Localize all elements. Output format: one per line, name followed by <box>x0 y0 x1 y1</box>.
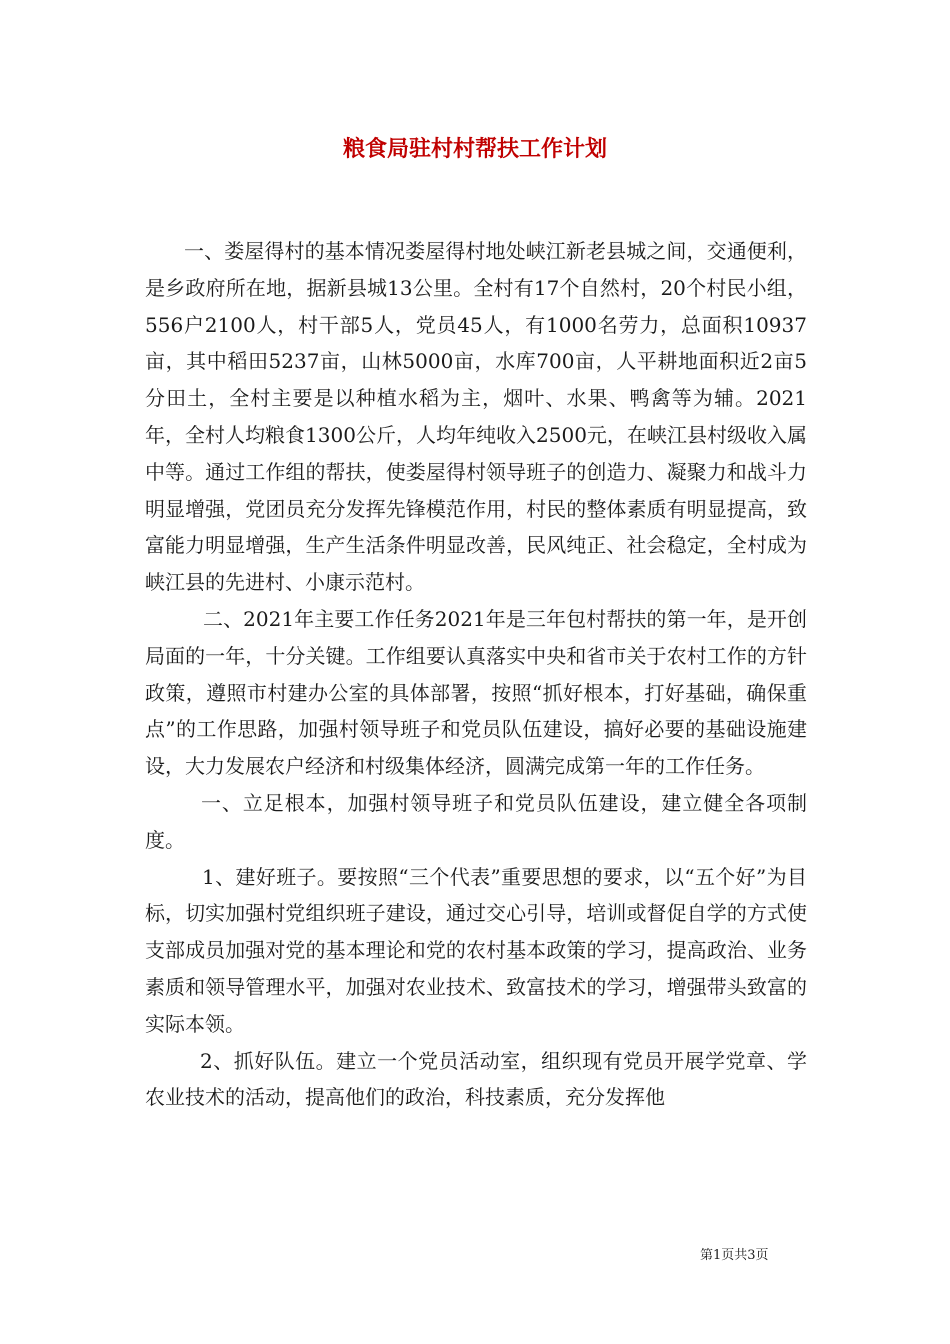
paragraph-build-ranks: 2、抓好队伍。建立一个党员活动室，组织现有党员开展学党章、学农业技术的活动，提高他们的政治，科技素质，充分发挥他 <box>145 1048 807 1110</box>
paragraph-section-one-heading: 一、立足根本，加强村领导班子和党员队伍建设，建立健全各项制度。 <box>145 790 807 852</box>
document-body <box>145 233 807 1116</box>
document-title: 粮食局驻村村帮扶工作计划 <box>342 136 607 162</box>
paragraph-main-tasks: 二、2021年主要工作任务2021年是三年包村帮扶的第一年，是开创局面的一年，十分关键。工作组要认真落实中央和省市关于农村工作的方针政策，遵照市村建办公室的具体部署，按照“抓好根本，打好基础，确保重点”的工作思路，加强村领导班子和党员队伍建设，搞好必要的基础设施建设，大力发展农户经济和村级集体经济，圆满完成第一年的工作任务。 <box>145 606 807 779</box>
paragraph-village-overview: 一、娄屋得村的基本情况娄屋得村地处峡江新老县城之间，交通便利，是乡政府所在地，据新县城13公里。全村有17个自然村，20个村民小组，556户2100人，村干部5人，党员45人，有1000名劳力，总面积10937亩，其中稻田5237亩，山林5000亩，水库700亩，人平耕地面积近2亩5分田土，全村主要是以种植水稻为主，烟叶、水果、鸭禽等为辅。2021年，全村人均粮食1300公斤，人均年纯收入2500元，在峡江县村级收入属中等。通过工作组的帮扶，使娄屋得村领导班子的创造力、凝聚力和战斗力明显增强，党团员充分发挥先锋模范作用，村民的整体素质有明显提高，致富能力明显增强，生产生活条件明显改善，民风纯正、社会稳定，全村成为峡江县的先进村、小康示范村。 <box>145 239 807 595</box>
paragraph-build-team: 1、建好班子。要按照“三个代表”重要思想的要求，以“五个好”为目标，切实加强村党组织班子建设，通过交心引导，培训或督促自学的方式使支部成员加强对党的基本理论和党的农村基本政策的学习，提高政治、业务素质和领导管理水平，加强对农业技术、致富技术的学习，增强带头致富的实际本领。 <box>145 864 807 1036</box>
page-number-footer: 第1页共3页 <box>700 1248 769 1263</box>
